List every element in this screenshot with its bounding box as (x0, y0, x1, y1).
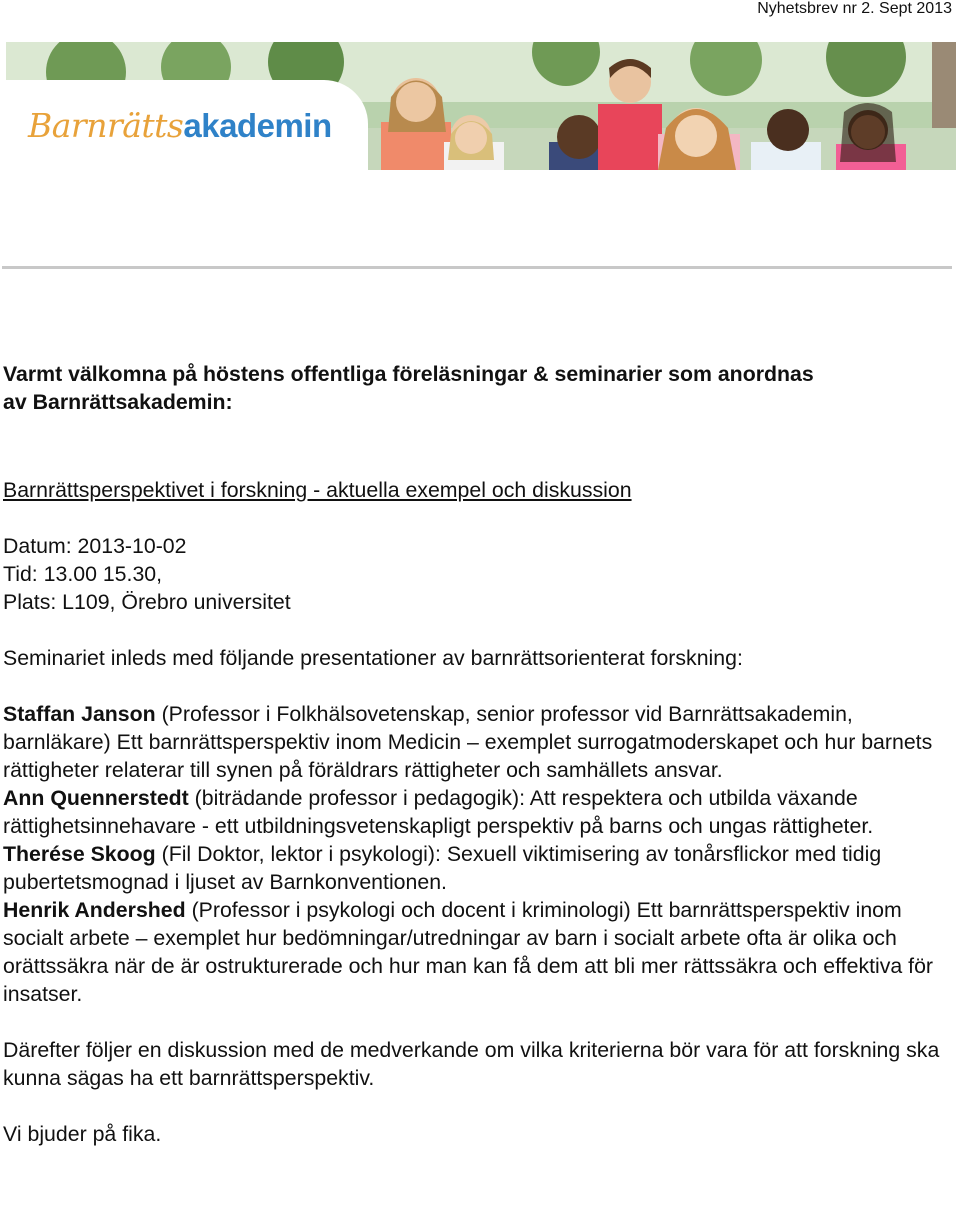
speaker-entry (3, 840, 948, 896)
newsletter-body (3, 360, 948, 1148)
speaker-entry (3, 700, 948, 784)
speaker-description: (Fil Doktor, lektor i psykologi): Sexuell viktimisering av tonårsflickor med tidig pubertetsmognad i ljuset av Barnkonventionen. (3, 842, 882, 894)
intro-heading: Varmt välkomna på höstens offentliga föreläsningar & seminarier som anordnas av Barnrättsakademin: (3, 362, 814, 414)
speaker-name: Therése Skoog (3, 842, 156, 866)
seminar-time: Tid: 13.00 15.30, (3, 562, 163, 586)
speaker-name: Staffan Janson (3, 702, 156, 726)
barnrattsakademin-logo: Barnrättsakademin (28, 106, 332, 145)
seminar-date: Datum: 2013-10-02 (3, 534, 187, 558)
fika-note: Vi bjuder på fika. (3, 1122, 162, 1146)
newsletter-issue: Nyhetsbrev nr 2. Sept 2013 (757, 0, 952, 17)
header-banner (6, 42, 956, 170)
speaker-description: (Professor i psykologi och docent i kriminologi) Ett barnrättsperspektiv inom socialt arbete – exemplet hur bedömningar/utredningar av barn i socialt arbete ofta är olika och orättssäkra när de är ostrukturerade och hur man kan få dem att bli mer rättssäkra och effektiva för insatser. (3, 898, 934, 1006)
header-divider (2, 266, 952, 269)
speaker-entry (3, 896, 948, 1008)
speaker-name: Ann Quennerstedt (3, 786, 189, 810)
seminar-place: Plats: L109, Örebro universitet (3, 590, 291, 614)
speaker-description: (Professor i Folkhälsovetenskap, senior professor vid Barnrättsakademin, barnläkare) Ett barnrättsperspektiv inom Medicin – exemplet surrogatmoderskapet och hur barnets rättigheter relaterar till synen på föräldrars rättigheter och samhällets ansvar. (3, 702, 933, 782)
discussion-paragraph: Därefter följer en diskussion med de medverkande om vilka kriterierna bör vara för att forskning ska kunna sägas ha ett barnrättsperspektiv. (3, 1038, 940, 1090)
speaker-name: Henrik Andershed (3, 898, 186, 922)
seminar-title-link[interactable]: Barnrättsperspektivet i forskning - aktuella exempel och diskussion (3, 478, 632, 502)
speaker-entry (3, 784, 948, 840)
seminar-lead: Seminariet inleds med följande presentationer av barnrättsorienterat forskning: (3, 646, 743, 670)
speaker-description: (biträdande professor i pedagogik): Att respektera och utbilda växande rättighetsinnehavare - ett utbildningsvetenskapligt perspektiv på barns och ungas rättigheter. (3, 786, 874, 838)
